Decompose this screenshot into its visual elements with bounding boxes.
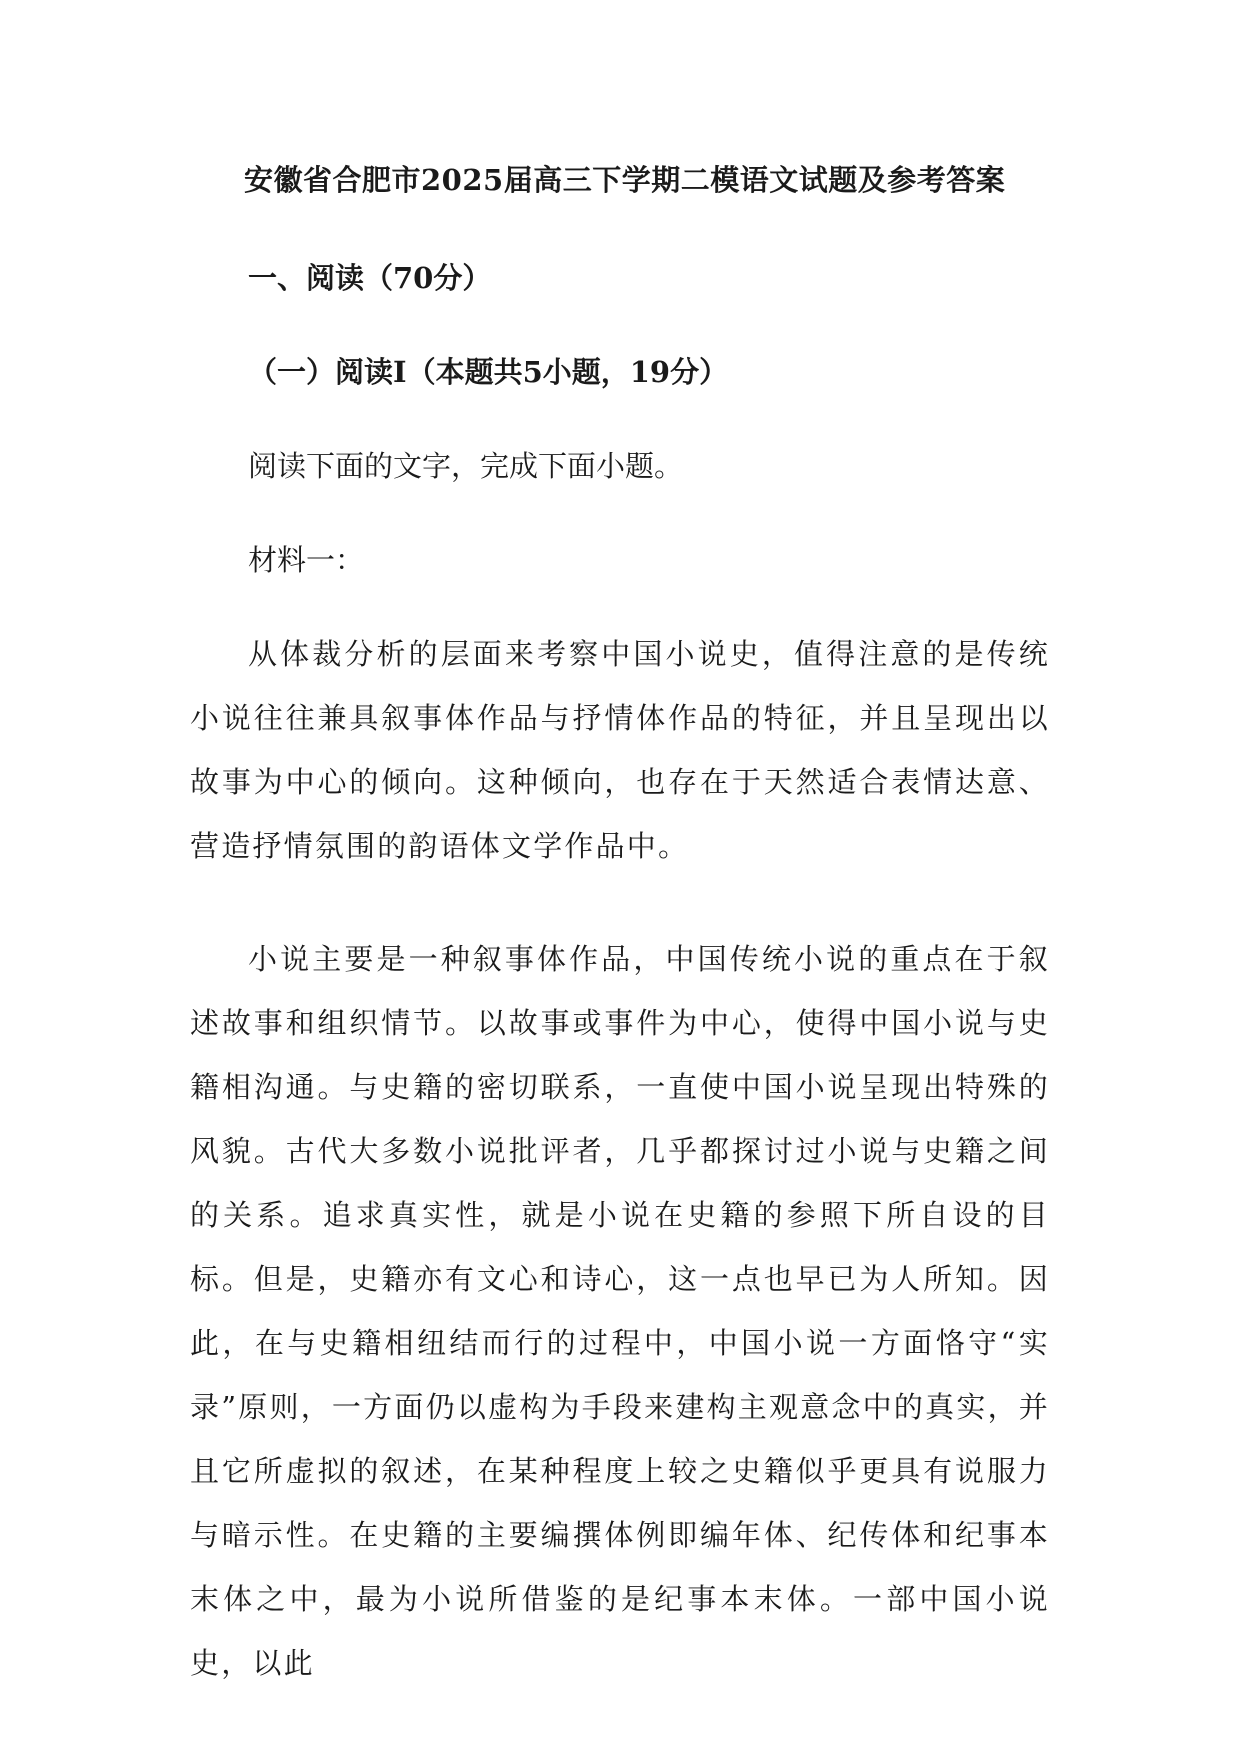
body-paragraph: 小说主要是一种叙事体作品，中国传统小说的重点在于叙述故事和组织情节。以故事或事件为中心，使得中国小说与史籍相沟通。与史籍的密切联系，一直使中国小说呈现出特殊的风貌。古代大多数小说批评者，几乎都探讨过小说与史籍之间的关系。追求真实性，就是小说在史籍的参照下所自设的目标。但是，史籍亦有文心和诗心，这一点也早已为人所知。因此，在与史籍相纽结而行的过程中，中国小说一方面恪守“实录”原则，一方面仍以虚构为手段来建构主观意念中的真实，并且它所虚拟的叙述，在某种程度上较之史籍似乎更具有说服力与暗示性。在史籍的主要编撰体例即编年体、纪传体和纪事本末体之中，最为小说所借鉴的是纪事本末体。一部中国小说史，以此: [190, 942, 1050, 1680]
subsection-heading: （一）阅读Ⅰ（本题共5小题，19分）: [248, 355, 729, 389]
body-paragraph: 从体裁分析的层面来考察中国小说史，值得注意的是传统小说往往兼具叙事体作品与抒情体作品的特征，并且呈现出以故事为中心的倾向。这种倾向，也存在于天然适合表情达意、营造抒情氛围的韵语体文学作品中。: [190, 637, 1050, 863]
document-title: 安徽省合肥市2025届高三下学期二模语文试题及参考答案: [244, 163, 1006, 197]
section-heading: 一、阅读（70分）: [248, 261, 492, 295]
material-label: 材料一：: [248, 543, 365, 577]
instruction-text: 阅读下面的文字，完成下面小题。: [248, 449, 684, 483]
